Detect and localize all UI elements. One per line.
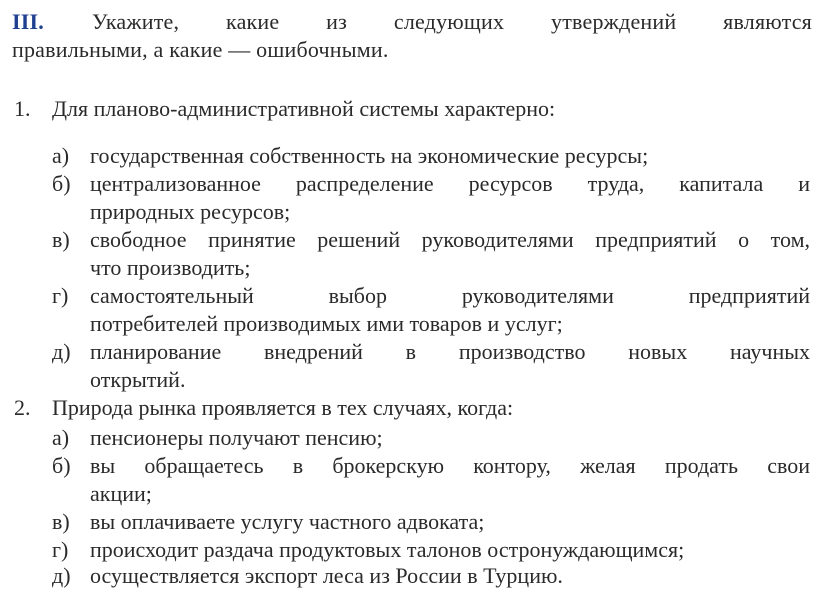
option-text-block	[90, 170, 810, 226]
option-2-d	[52, 562, 810, 590]
option-text-line-2: потребителей производимых ими товаров и услуг;	[90, 311, 563, 336]
option-text-line-1: централизованное распределение ресурсов труда, капитала и	[90, 171, 810, 196]
heading-text-line-2: правильными, а какие — ошибочными.	[12, 37, 389, 62]
question-2	[14, 394, 513, 422]
question-number: 2.	[14, 395, 31, 420]
option-letter: б)	[52, 453, 71, 478]
option-letter: д)	[52, 563, 71, 588]
option-letter: г)	[52, 283, 69, 308]
option-text-line-1: свободное принятие решений руководителями предприятий о том,	[90, 227, 810, 252]
heading-line-1	[12, 8, 812, 36]
option-letter: а)	[52, 425, 70, 450]
heading-text-line-1: Укажите, какие из следующих утверждений являются	[92, 9, 812, 34]
option-2-b	[52, 452, 810, 508]
option-letter: в)	[52, 227, 70, 252]
option-text: вы оплачиваете услугу частного адвоката;	[90, 509, 485, 534]
option-2-v	[52, 508, 810, 536]
option-1-g	[52, 282, 810, 338]
question-1	[14, 95, 555, 123]
option-text: пенсионеры получают пенсию;	[90, 425, 383, 450]
option-text-line-2: акции;	[90, 481, 152, 506]
option-2-g	[52, 536, 810, 564]
option-letter: г)	[52, 537, 69, 562]
option-1-a	[52, 142, 810, 170]
option-text-block	[90, 226, 810, 282]
option-letter: а)	[52, 143, 70, 168]
option-text: происходит раздача продуктовых талонов остронуждающимся;	[90, 537, 685, 562]
option-text-line-1: вы обращаетесь в брокерскую контору, желая продать свои	[90, 453, 810, 478]
option-text: осуществляется экспорт леса из России в Турцию.	[90, 563, 563, 588]
option-text-line-1: самостоятельный выбор руководителями предприятий	[90, 283, 810, 308]
option-text-block	[90, 452, 810, 508]
option-text-line-2: открытий.	[90, 367, 186, 392]
question-text: Природа рынка проявляется в тех случаях, когда:	[52, 395, 514, 420]
option-text-block	[90, 338, 810, 394]
option-1-d	[52, 338, 810, 394]
option-text-line-1: планирование внедрений в производство новых научных	[90, 339, 810, 364]
option-letter: б)	[52, 171, 71, 196]
option-text: государственная собственность на экономические ресурсы;	[90, 143, 649, 168]
option-text-line-2: природных ресурсов;	[90, 199, 291, 224]
exercise-heading	[12, 8, 812, 64]
option-1-v	[52, 226, 810, 282]
exercise-number: III.	[12, 9, 44, 34]
option-text-block	[90, 282, 810, 338]
option-letter: в)	[52, 509, 70, 534]
question-text: Для планово-административной системы характерно:	[52, 96, 556, 121]
option-1-b	[52, 170, 810, 226]
option-2-a	[52, 424, 810, 452]
option-letter: д)	[52, 339, 71, 364]
option-text-line-2: что производить;	[90, 255, 251, 280]
question-number: 1.	[14, 96, 31, 121]
